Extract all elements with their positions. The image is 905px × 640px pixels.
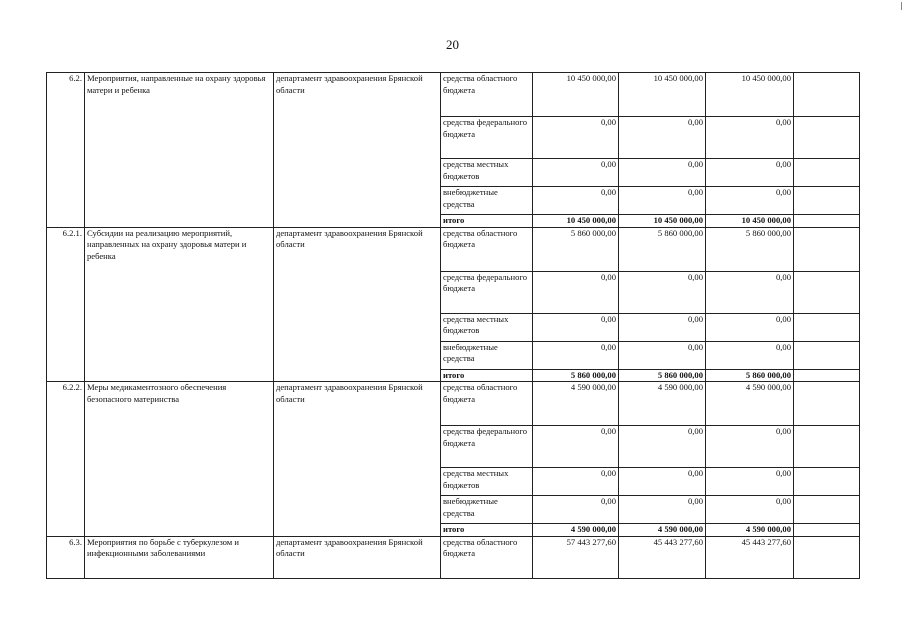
- empty-cell: [794, 426, 860, 468]
- section-executor: департамент здравоохранения Брянской области: [274, 382, 441, 537]
- funding-source: средства федерального бюджета: [441, 426, 533, 468]
- amount-cell: 0,00: [706, 187, 794, 215]
- funding-source: итого: [441, 215, 533, 228]
- amount-cell: 0,00: [533, 117, 619, 159]
- amount-cell: 4 590 000,00: [706, 524, 794, 537]
- table-row: [47, 227, 860, 271]
- funding-source: средства местных бюджетов: [441, 159, 533, 187]
- amount-cell: 57 443 277,60: [533, 536, 619, 578]
- section-executor: департамент здравоохранения Брянской области: [274, 73, 441, 228]
- funding-source: средства федерального бюджета: [441, 117, 533, 159]
- section-executor: департамент здравоохранения Брянской области: [274, 536, 441, 578]
- amount-cell: 0,00: [533, 426, 619, 468]
- amount-cell: 0,00: [706, 496, 794, 524]
- amount-cell: 45 443 277,60: [706, 536, 794, 578]
- amount-cell: 5 860 000,00: [533, 227, 619, 271]
- empty-cell: [794, 496, 860, 524]
- amount-cell: 0,00: [619, 187, 706, 215]
- funding-source: внебюджетные средства: [441, 187, 533, 215]
- table-row: [47, 73, 860, 117]
- empty-cell: [794, 159, 860, 187]
- section-number: 6.2.1.: [47, 227, 85, 382]
- funding-source: средства областного бюджета: [441, 227, 533, 271]
- page-number: 20: [446, 37, 459, 52]
- empty-cell: [794, 369, 860, 382]
- section-title: Мероприятия по борьбе с туберкулезом и инфекционными заболеваниями: [85, 536, 274, 578]
- section-title: Мероприятия, направленные на охрану здоровья матери и ребенка: [85, 73, 274, 228]
- section-number: 6.3.: [47, 536, 85, 578]
- amount-cell: 0,00: [533, 496, 619, 524]
- empty-cell: [794, 73, 860, 117]
- funding-source: средства местных бюджетов: [441, 313, 533, 341]
- empty-cell: [794, 524, 860, 537]
- amount-cell: 0,00: [706, 468, 794, 496]
- amount-cell: 0,00: [619, 271, 706, 313]
- funding-source: средства областного бюджета: [441, 73, 533, 117]
- amount-cell: 0,00: [533, 468, 619, 496]
- amount-cell: 0,00: [706, 159, 794, 187]
- amount-cell: 0,00: [619, 496, 706, 524]
- amount-cell: 0,00: [533, 271, 619, 313]
- amount-cell: 0,00: [706, 341, 794, 369]
- amount-cell: 4 590 000,00: [533, 382, 619, 426]
- amount-cell: 10 450 000,00: [533, 215, 619, 228]
- funding-source: внебюджетные средства: [441, 496, 533, 524]
- amount-cell: 4 590 000,00: [619, 382, 706, 426]
- amount-cell: 10 450 000,00: [533, 73, 619, 117]
- amount-cell: 0,00: [706, 426, 794, 468]
- amount-cell: 5 860 000,00: [706, 369, 794, 382]
- amount-cell: 5 860 000,00: [706, 227, 794, 271]
- funding-source: средства областного бюджета: [441, 536, 533, 578]
- amount-cell: 0,00: [619, 117, 706, 159]
- amount-cell: 0,00: [706, 271, 794, 313]
- amount-cell: 0,00: [619, 341, 706, 369]
- amount-cell: 5 860 000,00: [619, 369, 706, 382]
- funding-source: средства федерального бюджета: [441, 271, 533, 313]
- amount-cell: 0,00: [619, 468, 706, 496]
- empty-cell: [794, 187, 860, 215]
- amount-cell: 5 860 000,00: [533, 369, 619, 382]
- budget-table: [46, 72, 860, 579]
- amount-cell: 0,00: [706, 117, 794, 159]
- scan-mark: [901, 2, 902, 10]
- amount-cell: 0,00: [619, 313, 706, 341]
- empty-cell: [794, 382, 860, 426]
- amount-cell: 0,00: [533, 341, 619, 369]
- section-number: 6.2.: [47, 73, 85, 228]
- amount-cell: 10 450 000,00: [706, 73, 794, 117]
- amount-cell: 0,00: [533, 159, 619, 187]
- amount-cell: 4 590 000,00: [619, 524, 706, 537]
- amount-cell: 5 860 000,00: [619, 227, 706, 271]
- table-row: [47, 536, 860, 578]
- amount-cell: 10 450 000,00: [619, 73, 706, 117]
- funding-source: итого: [441, 524, 533, 537]
- table-row: [47, 382, 860, 426]
- empty-cell: [794, 227, 860, 271]
- amount-cell: 0,00: [533, 187, 619, 215]
- amount-cell: 0,00: [533, 313, 619, 341]
- empty-cell: [794, 215, 860, 228]
- amount-cell: 45 443 277,60: [619, 536, 706, 578]
- amount-cell: 10 450 000,00: [706, 215, 794, 228]
- section-title: Меры медикаментозного обеспечения безопасного материнства: [85, 382, 274, 537]
- section-executor: департамент здравоохранения Брянской области: [274, 227, 441, 382]
- empty-cell: [794, 468, 860, 496]
- funding-source: внебюджетные средства: [441, 341, 533, 369]
- empty-cell: [794, 313, 860, 341]
- funding-source: итого: [441, 369, 533, 382]
- section-title: Субсидии на реализацию мероприятий, направленных на охрану здоровья матери и ребенка: [85, 227, 274, 382]
- amount-cell: 10 450 000,00: [619, 215, 706, 228]
- amount-cell: 0,00: [619, 159, 706, 187]
- section-number: 6.2.2.: [47, 382, 85, 537]
- empty-cell: [794, 117, 860, 159]
- empty-cell: [794, 271, 860, 313]
- amount-cell: 4 590 000,00: [533, 524, 619, 537]
- amount-cell: 0,00: [619, 426, 706, 468]
- funding-source: средства областного бюджета: [441, 382, 533, 426]
- amount-cell: 4 590 000,00: [706, 382, 794, 426]
- empty-cell: [794, 536, 860, 578]
- amount-cell: 0,00: [706, 313, 794, 341]
- funding-source: средства местных бюджетов: [441, 468, 533, 496]
- empty-cell: [794, 341, 860, 369]
